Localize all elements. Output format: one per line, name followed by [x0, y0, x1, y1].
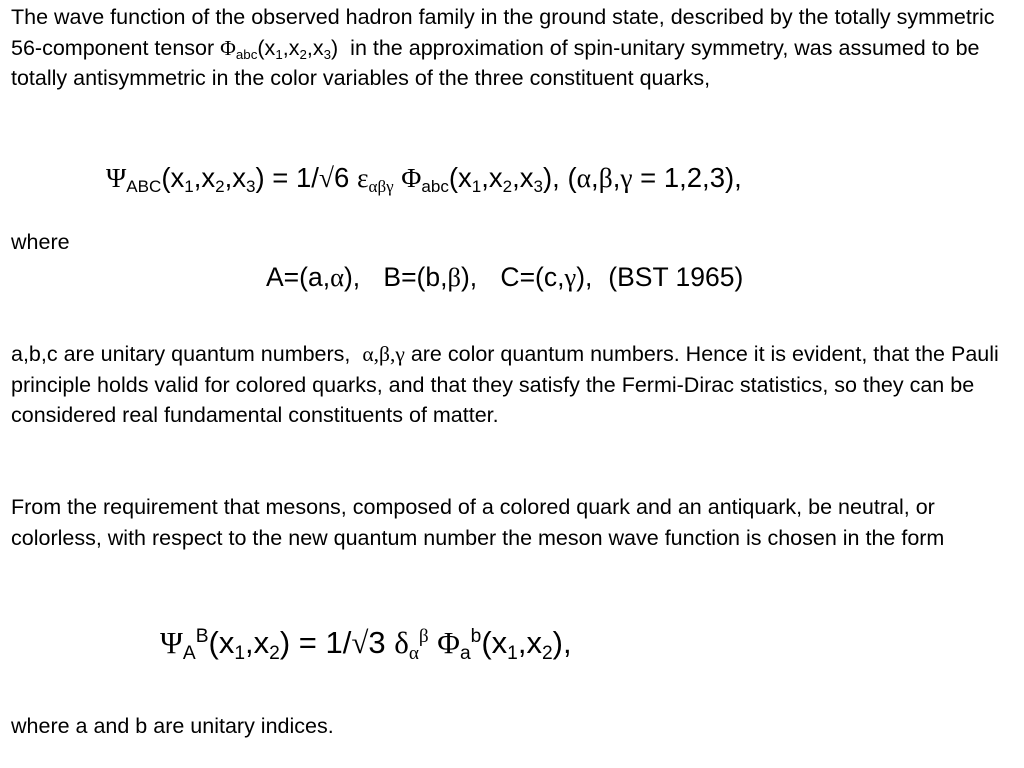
- index-definition-equation: A=(a,α), B=(b,β), C=(c,γ), (BST 1965): [266, 262, 744, 292]
- meson-paragraph: From the requirement that mesons, composed of a colored quark and an antiquark, be neutral, or colorless, with respect to the new quantum number the meson wave function is chosen in the form: [11, 495, 945, 550]
- phi-tensor-symbol: Φ: [220, 35, 236, 60]
- where-label: where: [11, 230, 70, 254]
- tensor-arguments: $(x_1,x_2,x_3)$: [257, 35, 339, 62]
- intro-tail-text: in the approximation of spin-unitary symmetry, was assumed to be totally antisymmetric in the color variables of the three constituent quarks,: [11, 35, 980, 90]
- intro-text: The wave function of the observed hadron family in the ground state, described by the totally symmetric 56-component tensor: [11, 5, 995, 60]
- meson-wave-function-equation: $\Psi_A^B(x_1,x_2) = 1/√3$ $\delta_\alpha^\beta$ $\Phi_a^b(x_1,x_2)$,: [160, 625, 572, 665]
- closing-line: where a and b are unitary indices.: [11, 714, 334, 738]
- tensor-subscript: abc: [235, 46, 258, 62]
- intro-paragraph: [11, 2, 1011, 94]
- color-numbers-tail: are color quantum numbers. Hence it is evident, that the Pauli principle holds valid for colored quarks, and that they satisfy the Fermi-Dirac statistics, so they can be considered real fundamental constituents of matter.: [11, 342, 999, 427]
- baryon-wave-function-equation: $\Psi_{ABC}(x_1,x_2,x_3) = 1/√6$ $\varepsilon_{\alpha\beta\gamma}$ $\Phi_{abc}(x_1,x_2,x_3)$, (α,β,γ = 1,2,3),: [106, 162, 742, 197]
- color-numbers-head: a,b,c are unitary quantum numbers,: [11, 342, 351, 366]
- color-quantum-paragraph: [11, 339, 1011, 431]
- greek-color-indices: α,β,γ: [362, 342, 405, 366]
